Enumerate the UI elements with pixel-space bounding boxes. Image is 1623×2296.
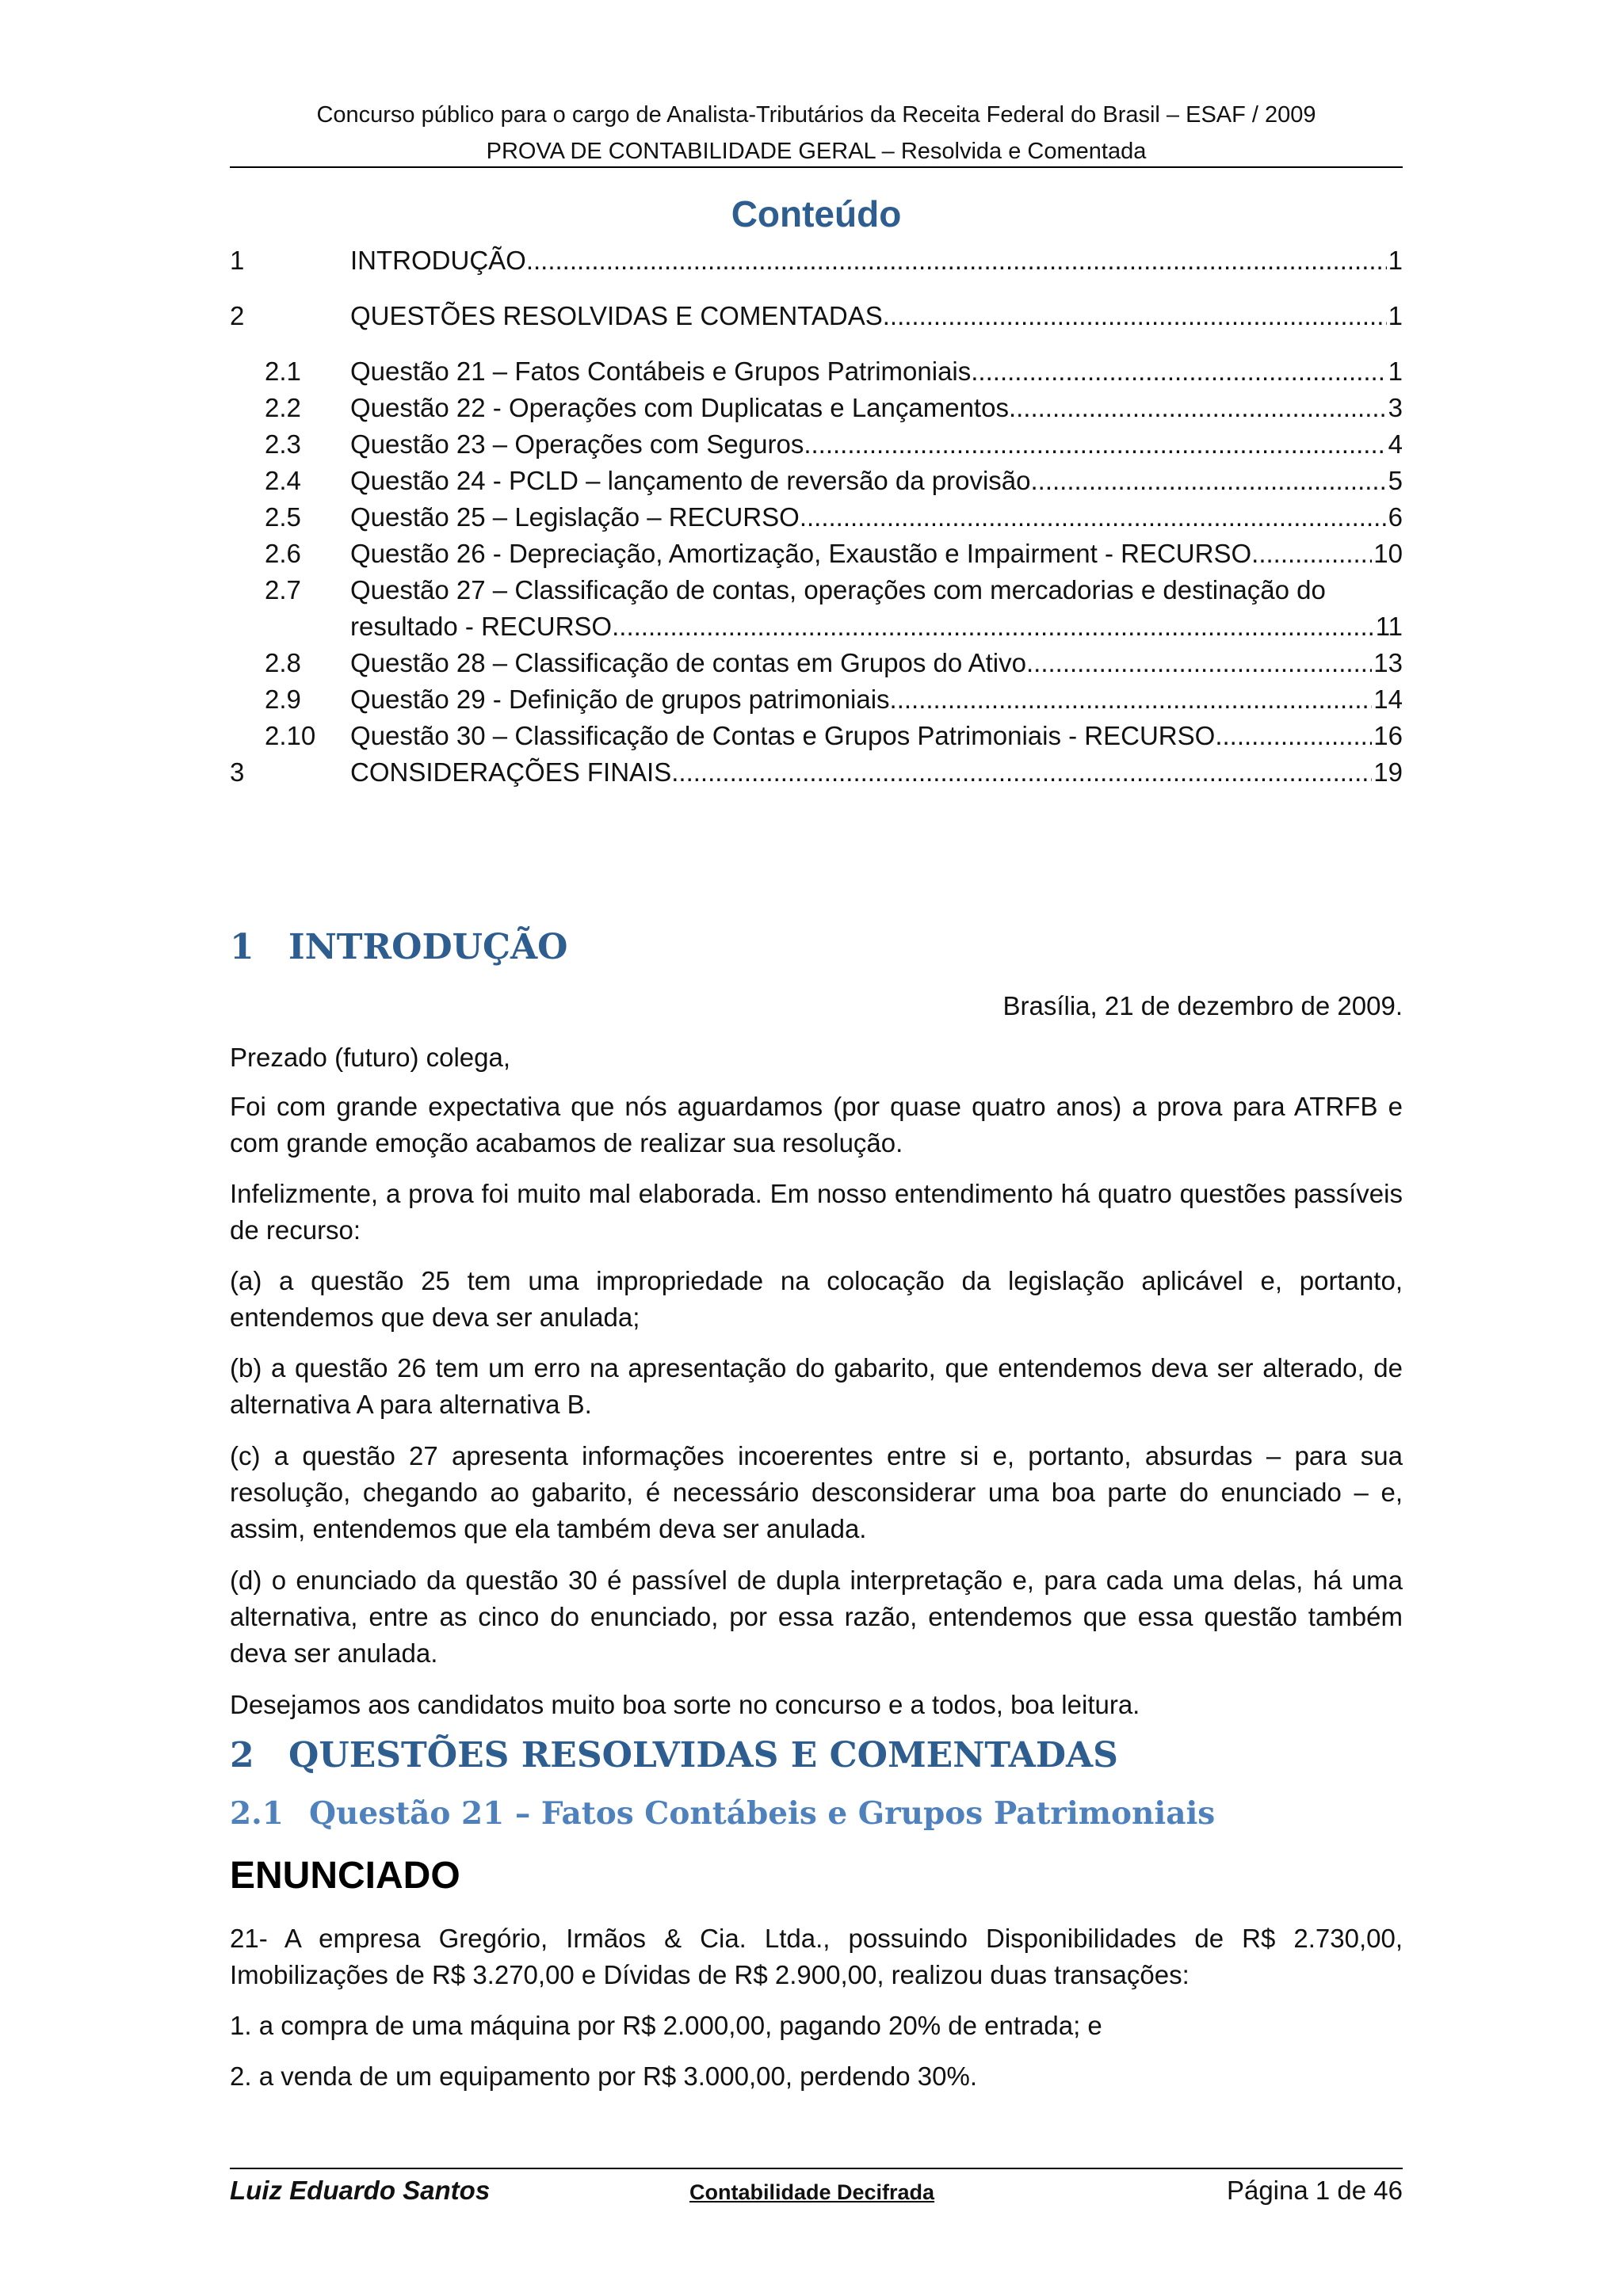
toc-entry-number: 3 <box>230 757 245 787</box>
toc-leader <box>1258 536 1372 572</box>
toc-entry-label: QUESTÕES RESOLVIDAS E COMENTADAS. <box>350 301 890 330</box>
toc-entry-label: Questão 21 – Fatos Contábeis e Grupos Patrimoniais <box>350 357 972 386</box>
section-number: 1 <box>230 927 254 967</box>
footer-author: Luiz Eduardo Santos <box>230 2176 491 2205</box>
toc-entry-page: 1 <box>1388 246 1403 275</box>
toc-entry-label-line-1: Questão 27 – Classificação de contas, operações com mercadorias e destinação do <box>350 575 1326 605</box>
toc-entry-continuation[interactable] <box>230 608 1403 645</box>
toc-entry[interactable] <box>230 499 1403 536</box>
toc-entry-page: 3 <box>1388 393 1403 422</box>
subsection-title: Questão 21 – Fatos Contábeis e Grupos Patrimoniais <box>309 1795 1216 1832</box>
toc-leader <box>1030 463 1386 499</box>
toc-entry[interactable] <box>230 463 1403 499</box>
intro-paragraph: (a) a questão 25 tem uma impropriedade na colocação da legislação aplicável e, portanto, entendemos que deva ser anulada; <box>230 1266 1403 1332</box>
toc-entry-number: 2.2 <box>265 393 301 422</box>
toc-leader <box>526 242 1387 279</box>
intro-salutation: Prezado (futuro) colega, <box>230 1043 511 1072</box>
toc-leader <box>804 426 1386 463</box>
toc-entry-page: 5 <box>1388 466 1403 495</box>
toc-entry-number: 2.10 <box>265 721 316 750</box>
toc-entry-page: 4 <box>1388 429 1403 459</box>
toc-entry-label: Questão 26 - Depreciação, Amortização, Exaustão e Impairment - RECURSO. <box>350 539 1259 568</box>
toc-leader <box>800 499 1387 536</box>
toc-entry-number: 1 <box>230 246 245 275</box>
toc-entry-label: resultado - RECURSO <box>350 612 613 641</box>
page-header <box>230 97 1403 170</box>
toc-entry-label: INTRODUÇÃO <box>350 246 526 275</box>
toc-leader <box>1009 390 1387 426</box>
toc-title: Conteúdo <box>731 193 902 235</box>
toc-leader <box>890 298 1387 334</box>
subsection-number: 2.1 <box>230 1795 284 1832</box>
toc-entry[interactable] <box>230 242 1403 279</box>
toc-entry-number: 2.3 <box>265 429 301 459</box>
section-heading-questoes <box>230 1735 1118 1775</box>
toc-entry-page: 1 <box>1388 301 1403 330</box>
section-title: QUESTÕES RESOLVIDAS E COMENTADAS <box>288 1735 1118 1775</box>
toc-entry-page: 6 <box>1388 502 1403 532</box>
section-number: 2 <box>230 1735 254 1775</box>
intro-date: Brasília, 21 de dezembro de 2009. <box>1002 991 1403 1020</box>
toc-entry-label: Questão 28 – Classificação de contas em Grupos do Ativo <box>350 648 1026 677</box>
footer-divider <box>230 2168 1403 2169</box>
header-divider <box>230 166 1403 168</box>
section-heading-introducao <box>230 927 567 967</box>
toc-entry-number: 2.4 <box>265 466 301 495</box>
toc-entry-label: Questão 23 – Operações com Seguros <box>350 429 804 459</box>
toc-leader <box>612 608 1374 645</box>
intro-paragraph: Desejamos aos candidatos muito boa sorte no concurso e a todos, boa leitura. <box>230 1690 1140 1719</box>
enunciado-heading: ENUNCIADO <box>230 1855 460 1897</box>
toc-entry-page: 10 <box>1373 539 1403 568</box>
intro-paragraph: (d) o enunciado da questão 30 é passível de dupla interpretação e, para cada uma delas, há uma alternativa, entre as cinco do enunciado, por essa razão, entendemos que essa questão também deva ser anulada. <box>230 1566 1403 1668</box>
toc-entry-page: 13 <box>1373 648 1403 677</box>
toc-entry-label: CONSIDERAÇÕES FINAIS <box>350 757 672 787</box>
question-text: 21- A empresa Gregório, Irmãos & Cia. Ltda., possuindo Disponibilidades de R$ 2.730,00, Imobilizações de R$ 3.270,00 e Dívidas de R$ 2.900,00, realizou duas transações: <box>230 1924 1403 1989</box>
footer-brand: Contabilidade Decifrada <box>689 2180 935 2204</box>
toc-entry-number: 2 <box>230 301 245 330</box>
toc-entry-number: 2.6 <box>265 539 301 568</box>
intro-paragraph: (b) a questão 26 tem um erro na apresentação do gabarito, que entendemos deva ser alterado, de alternativa A para alternativa B. <box>230 1353 1403 1419</box>
question-item: 1. a compra de uma máquina por R$ 2.000,00, pagando 20% de entrada; e <box>230 2011 1102 2040</box>
section-title: INTRODUÇÃO <box>288 927 568 967</box>
toc-entry[interactable] <box>230 426 1403 463</box>
toc-entry-label: Questão 22 - Operações com Duplicatas e Lançamentos <box>350 393 1009 422</box>
toc-entry-number: 2.5 <box>265 502 301 532</box>
toc-entry[interactable] <box>230 718 1403 754</box>
toc-entry-page: 11 <box>1375 612 1403 641</box>
toc-entry-number: 2.7 <box>265 575 301 605</box>
toc-entry-label: Questão 29 - Definição de grupos patrimoniais <box>350 685 890 714</box>
intro-paragraph: (c) a questão 27 apresenta informações incoerentes entre si e, portanto, absurdas – para sua resolução, chegando ao gabarito, é necessário desconsiderar uma boa parte do enunciado – e, assim, entendemos que ela também deva ser anulada. <box>230 1441 1403 1543</box>
toc-entry-page: 19 <box>1373 757 1403 787</box>
toc-entry-label: Questão 24 - PCLD – lançamento de reversão da provisão <box>350 466 1031 495</box>
subsection-heading-questao-21 <box>230 1795 1215 1832</box>
toc-leader <box>671 754 1372 791</box>
toc-entry[interactable] <box>230 572 1403 608</box>
question-item: 2. a venda de um equipamento por R$ 3.000,00, perdendo 30%. <box>230 2061 978 2091</box>
toc-entry[interactable] <box>230 353 1403 390</box>
toc-entry-number: 2.9 <box>265 685 301 714</box>
footer-page-number: Página 1 de 46 <box>1226 2176 1403 2205</box>
toc-entry-page: 14 <box>1373 685 1403 714</box>
toc-leader <box>1026 645 1372 681</box>
toc-entry-page: 1 <box>1388 357 1403 386</box>
header-line-2: PROVA DE CONTABILIDADE GERAL – Resolvida e Comentada <box>486 139 1147 164</box>
toc-entry[interactable] <box>230 645 1403 681</box>
intro-paragraph: Infelizmente, a prova foi muito mal elaborada. Em nosso entendimento há quatro questões passíveis de recurso: <box>230 1179 1403 1245</box>
toc-entry-page: 16 <box>1373 721 1403 750</box>
toc-entry[interactable] <box>230 536 1403 572</box>
toc-entry[interactable] <box>230 390 1403 426</box>
toc-leader <box>890 681 1373 718</box>
toc-entry-number: 2.8 <box>265 648 301 677</box>
toc-entry[interactable] <box>230 681 1403 718</box>
toc-leader <box>971 353 1386 390</box>
toc-entry-label: Questão 30 – Classificação de Contas e Grupos Patrimoniais - RECURSO <box>350 721 1216 750</box>
toc-entry-number: 2.1 <box>265 357 301 386</box>
intro-paragraph: Foi com grande expectativa que nós aguardamos (por quase quatro anos) a prova para ATRFB e com grande emoção acabamos de realizar sua resolução. <box>230 1092 1403 1158</box>
header-line-1: Concurso público para o cargo de Analista-Tributários da Receita Federal do Brasil – ESAF / 2009 <box>316 102 1316 128</box>
toc-entry[interactable] <box>230 754 1403 791</box>
toc-leader <box>1215 718 1372 754</box>
toc-entry-label: Questão 25 – Legislação – RECURSO <box>350 502 800 532</box>
toc-entry[interactable] <box>230 298 1403 334</box>
